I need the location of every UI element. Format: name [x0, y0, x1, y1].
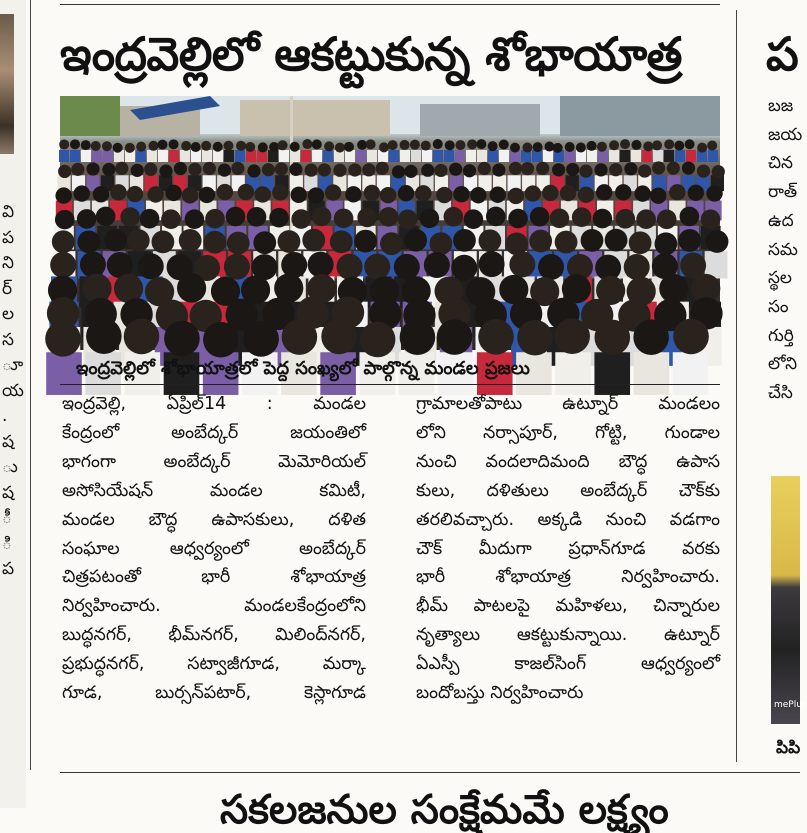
left-text-char: ి — [2, 533, 12, 554]
bottom-rule — [60, 772, 800, 773]
article-text-line: బందోబస్తు నిర్వహించారు — [416, 683, 584, 704]
article-text-line: నృత్యాలు ఆకట్టుకున్నాయి. ఉట్నూర్ — [416, 625, 720, 646]
side-text-line: సమ — [768, 239, 798, 260]
crowd-illustration — [60, 96, 720, 350]
article-text-line: అసోసియేషన్ మండల కమిటీ, — [62, 480, 366, 501]
article-text-line: చౌక్ మీదుగా ప్రధాన్‌గూడ వరకు — [416, 538, 720, 559]
left-text-char: ని — [2, 253, 14, 273]
side-text-line: జయ — [768, 124, 803, 145]
photo-caption: ఇంద్రవెల్లిలో శోభాయాత్రలో పెద్ద సంఖ్యలో పాల్గొన్న మండల ప్రజలు — [76, 358, 530, 379]
side-text-line: చిన — [768, 153, 793, 174]
side-text-line: ఉద — [768, 210, 794, 231]
article-text-line: బుద్ధనగర్, భీమ్‌నగర్, మిలింద్‌నగర్, — [62, 625, 366, 646]
side-text-line: చేసి — [768, 383, 793, 404]
left-text-char: ష — [2, 482, 15, 503]
article-text-line: ప్రభుద్ధనగర్, సట్వాజీగూడ, మర్కా — [62, 654, 366, 675]
article-text-line: ఏఎస్పీ కాజల్‌సింగ్ ఆధ్వర్యంలో — [416, 654, 720, 675]
article-text-line: కేంద్రంలో అంబేద్కర్ జయంతిలో — [62, 422, 366, 443]
left-text-char: స — [2, 329, 14, 350]
left-text-char: . — [2, 406, 8, 426]
left-text-char: య — [2, 380, 24, 401]
article-text-line: నిర్వహించారు. మండలకేంద్రంలోని — [62, 596, 366, 617]
article-text-line: నుంచి వందలాదిమంది బౌద్ధ ఉపాస — [416, 451, 720, 472]
side-photo-text: mePlus — [774, 700, 807, 710]
article-text-line: లోని నర్సాపూర్, గోట్టి, గుండాల — [416, 422, 720, 443]
side-article-headline: ప — [766, 27, 799, 81]
side-text-line: సం — [768, 296, 789, 317]
article-text-line: భారీ శోభాయాత్ర నిర్వహించారు. — [416, 567, 720, 588]
article-headline: ఇంద్రవెల్లిలో ఆకట్టుకున్న శోభాయాత్ర — [60, 27, 682, 81]
side-text-line: బజ — [768, 96, 794, 116]
left-text-char: ర్ — [2, 278, 13, 299]
column-divider-right — [736, 10, 737, 762]
side-text-line: రాత్ — [768, 182, 798, 203]
left-text-char: ీ — [2, 508, 12, 528]
left-text-fragment — [2, 200, 26, 583]
article-column-1 — [62, 390, 366, 708]
left-photo-fragment — [0, 14, 14, 154]
side-text-line: లోని — [768, 354, 798, 375]
side-article-caption: పిపి — [776, 738, 801, 758]
side-article-text — [768, 92, 803, 408]
left-text-char: ప — [2, 227, 15, 248]
article-text-line: మండల బౌద్ధ ఉపాసకులు, దళిత — [62, 509, 366, 530]
left-text-char: ప — [2, 559, 15, 579]
left-text-char: ష — [2, 431, 15, 452]
article-text-line: కులు, దళితులు అంబేద్కర్ చౌక్‌కు — [416, 480, 720, 501]
article-text-line: తరలివచ్చారు. అక్కడి నుంచి వడగాం — [416, 509, 720, 530]
side-article-photo — [771, 476, 800, 724]
article-text-line: భాగంగా అంబేద్కర్ మెమోరియల్ — [62, 451, 366, 472]
procession-photo — [60, 96, 720, 350]
article-text-line: గ్రామాలతోపాటు ఉట్నూర్ మండలం — [416, 394, 720, 414]
left-text-char: వి — [2, 202, 15, 222]
top-rule — [60, 4, 720, 5]
side-text-line: గుర్తి — [768, 325, 794, 346]
article-text-line: చిత్రపటంతో భారీ శోభాయాత్ర — [62, 567, 366, 588]
article-text-line: భీమ్ పాటలపై మహిళలు, చిన్నారుల — [416, 596, 720, 617]
side-text-line: స్థల — [768, 268, 792, 289]
article-column-2 — [416, 390, 720, 708]
left-text-char: ల — [2, 304, 15, 324]
article-text-line: గూడ, బుర్సన్‌పటార్, కెస్లాగూడ — [62, 683, 366, 704]
caption-rule — [60, 384, 720, 385]
left-text-char: ూ — [2, 355, 24, 375]
next-article-headline: సకలజనుల సంక్షేమమే లక్ష్యం — [220, 787, 669, 833]
article-text-line: సంఘాల ఆధ్వర్యంలో అంబేద్కర్ — [62, 538, 366, 559]
article-text-line: ఇంద్రవెల్లి, ఏప్రిల్14 : మండల — [62, 394, 366, 414]
column-divider-left — [30, 0, 31, 770]
left-text-char: ు — [2, 457, 18, 477]
left-column-fragment — [0, 0, 26, 808]
